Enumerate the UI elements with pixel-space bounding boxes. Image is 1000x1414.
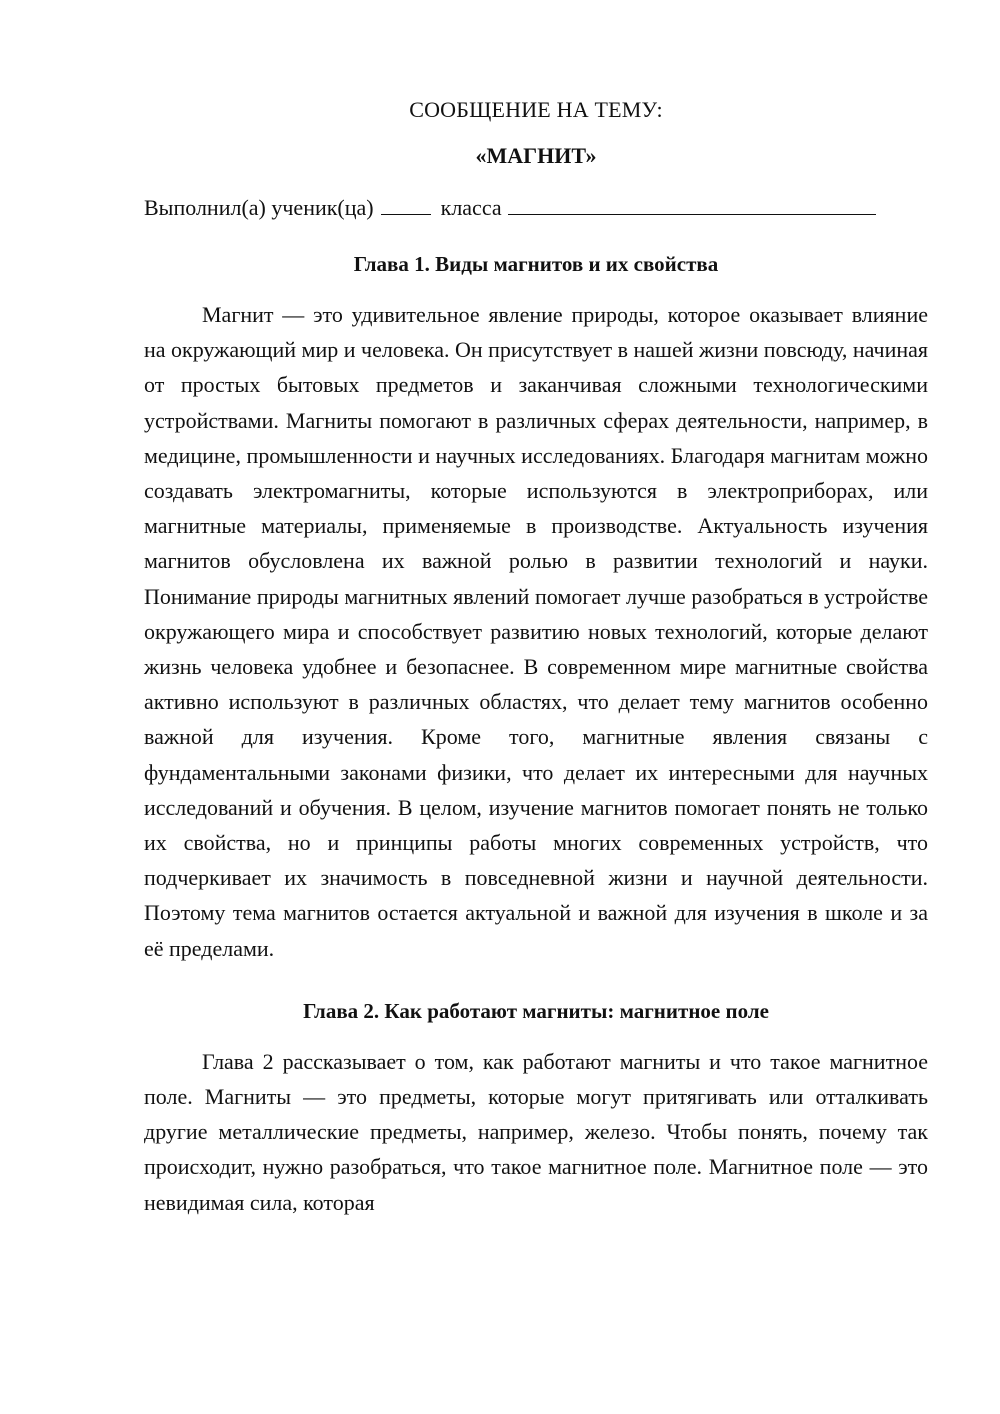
chapter-2-paragraph: Глава 2 рассказывает о том, как работают магниты и что такое магнитное поле. Магниты — это предметы, которые могут притягивать или отталкивать другие металлические предметы, например, железо. Чтобы понять, почему так происходит, нужно разобраться, что такое магнитное поле. Магнитное поле — это невидимая сила, которая <box>144 1048 928 1215</box>
document-subtitle: «МАГНИТ» <box>475 143 597 168</box>
class-label: класса <box>440 195 502 220</box>
document-title: СООБЩЕНИЕ НА ТЕМУ: <box>409 97 663 122</box>
author-label: Выполнил(а) ученик(ца) <box>144 195 374 220</box>
chapter-2-heading: Глава 2. Как работают магниты: магнитное поле <box>303 998 769 1023</box>
chapter-1-heading: Глава 1. Виды магнитов и их свойства <box>353 252 719 276</box>
name-blank <box>508 196 876 215</box>
author-line <box>144 193 928 223</box>
chapter-1-paragraph: Магнит — это удивительное явление природы, которое оказывает влияние на окружающий мир и человека. Он присутствует в нашей жизни повсюду, начиная от простых бытовых предметов и заканчивая сложными технологическими устройствами. Магниты помогают в различных сферах деятельности, например, в медицине, промышленности и научных исследованиях. Благодаря магнитам можно создавать электромагниты, которые используются в электроприборах, или магнитные материалы, применяемые в производстве. Актуальность изучения магнитов обусловлена их важной ролью в развитии технологий и науки. Понимание природы магнитных явлений помогает лучше разобраться в устройстве окружающего мира и способствует развитию новых технологий, которые делают жизнь человека удобнее и безопаснее. В современном мире магнитные свойства активно используют в различных областях, что делает тему магнитов особенно важной для изучения. Кроме того, магнитные явления связаны с фундаментальными законами физики, что делает их интересными для научных исследований и обучения. В целом, изучение магнитов помогает понять не только их свойства, но и принципы работы многих современных устройств, что подчеркивает их значимость в повседневной жизни и научной деятельности. Поэтому тема магнитов остается актуальной и важной для изучения в школе и за её пределами. <box>144 302 928 961</box>
grade-blank <box>381 196 431 215</box>
